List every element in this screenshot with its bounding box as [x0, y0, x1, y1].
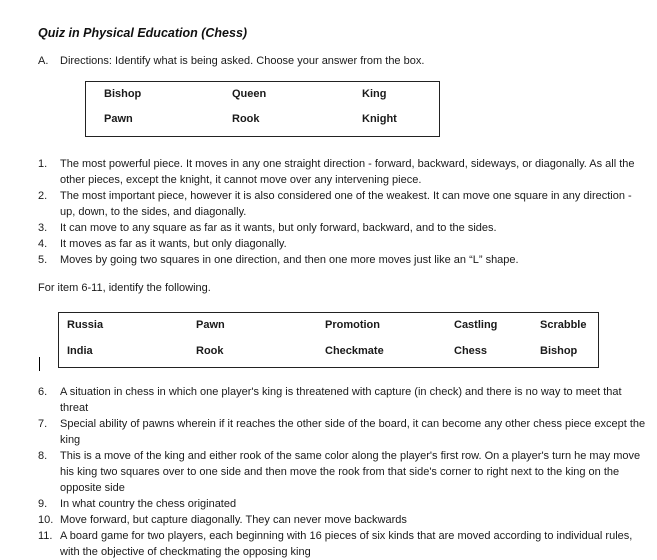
list-item: 8. This is a move of the king and either rook of the same color along the player's first row. On a player's turn he may move his king two squares over to one side and then move the rook from that side's corner to right next to the king on the opposite side: [38, 450, 641, 494]
question-list-1: [38, 156, 643, 268]
quiz-title: Quiz in Physical Education (Chess): [38, 26, 248, 40]
text-cursor: [39, 357, 40, 371]
choice-bishop-2: Bishop: [540, 345, 578, 357]
choice-scrabble: Scrabble: [540, 319, 587, 331]
choice-rook: Rook: [232, 113, 260, 125]
list-item: 6. A situation in chess in which one player's king is threatened with capture (in check) and there is no way to meet that threat: [38, 386, 622, 414]
choice-king: King: [362, 88, 387, 100]
list-item: 5. Moves by going two squares in one direction, and then one more moves just like an “L” shape.: [38, 254, 519, 266]
list-item: 1. The most powerful piece. It moves in any one straight direction - forward, backward, sideways, or diagonally. As all the other pieces, except the knight, it cannot move over any intervening piece.: [38, 158, 635, 186]
list-item: 3. It can move to any square as far as it wants, but only forward, backward, and to the sides.: [38, 222, 497, 234]
choice-knight: Knight: [362, 113, 397, 125]
section-letter: A.: [38, 55, 49, 67]
section-note: For item 6-11, identify the following.: [38, 282, 211, 294]
answer-box-1: [85, 81, 440, 137]
list-item: 2. The most important piece, however it is also considered one of the weakest. It can move one square in any direction - up, down, to the sides, and diagonally.: [38, 190, 632, 218]
list-item: 11. A board game for two players, each beginning with 16 pieces of six kinds that are moved according to individual rules, with the objective of checkmating the opposing king: [38, 530, 633, 558]
choice-bishop: Bishop: [104, 88, 142, 100]
choice-queen: Queen: [232, 88, 267, 100]
directions: [38, 55, 424, 67]
question-list-2: [38, 384, 650, 560]
choice-chess: Chess: [454, 345, 488, 357]
list-item: 4. It moves as far as it wants, but only diagonally.: [38, 238, 287, 250]
choice-promotion: Promotion: [325, 319, 380, 331]
choice-pawn-2: Pawn: [196, 319, 225, 331]
directions-text: Directions: Identify what is being asked. Choose your answer from the box.: [60, 55, 425, 67]
choice-castling: Castling: [454, 319, 498, 331]
choice-checkmate: Checkmate: [325, 345, 384, 357]
answer-box-2: [58, 312, 599, 368]
choice-russia: Russia: [67, 319, 104, 331]
list-item: 10. Move forward, but capture diagonally. They can never move backwards: [38, 514, 407, 526]
choice-india: India: [67, 345, 93, 357]
choice-rook-2: Rook: [196, 345, 224, 357]
list-item: 7. Special ability of pawns wherein if it reaches the other side of the board, it can become any other chess piece except the king: [38, 418, 646, 446]
choice-pawn: Pawn: [104, 113, 133, 125]
list-item: 9. In what country the chess originated: [38, 498, 237, 510]
